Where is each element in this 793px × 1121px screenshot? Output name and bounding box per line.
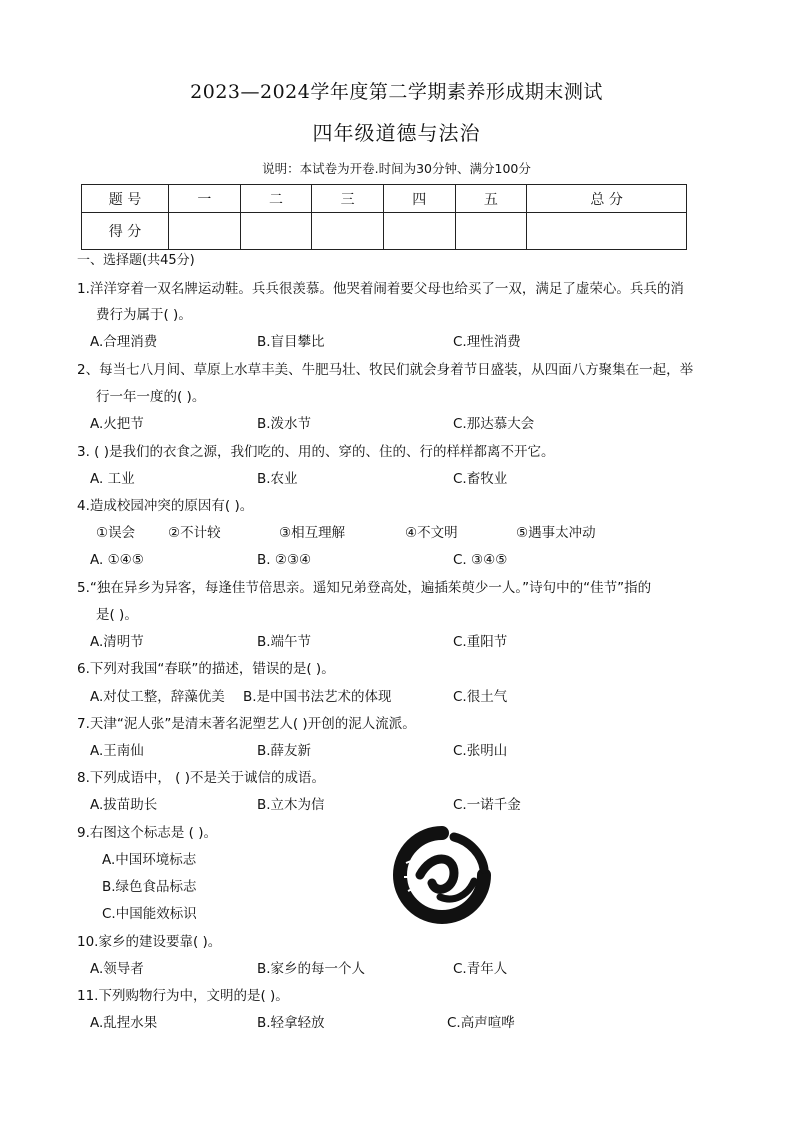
option-a[interactable]: A.拔苗助长	[90, 797, 158, 813]
option-c[interactable]: C.重阳节	[453, 634, 508, 650]
option-a[interactable]: A.清明节	[90, 634, 144, 650]
cause-item: ①误会	[96, 525, 136, 541]
option-b[interactable]: B.家乡的每一个人	[257, 961, 366, 977]
option-c[interactable]: C.一诺千金	[453, 797, 521, 813]
exam-subtitle: 四年级道德与法治	[312, 121, 481, 145]
option-c[interactable]: C.理性消费	[453, 334, 521, 350]
score-table-cell: 题 号	[82, 185, 169, 213]
score-table-cell: 三	[312, 185, 384, 213]
option-b[interactable]: B.轻拿轻放	[257, 1015, 325, 1031]
question-text: 8.下列成语中， ( )不是关于诚信的成语。	[77, 770, 325, 786]
option-b[interactable]: B. ②③④	[257, 552, 312, 568]
option-b[interactable]: B.立木为信	[257, 797, 325, 813]
option-c[interactable]: C.畜牧业	[453, 471, 508, 487]
question-text: 10.家乡的建设要靠( )。	[77, 934, 222, 950]
question-text: 3. ( )是我们的衣食之源，我们吃的、用的、穿的、住的、行的样样都离不开它。	[77, 444, 555, 460]
question-text: 9.右图这个标志是 ( )。	[77, 825, 217, 841]
option-a[interactable]: A.中国环境标志	[102, 852, 197, 868]
score-table	[81, 184, 687, 250]
option-b[interactable]: B.端午节	[257, 634, 312, 650]
question-text: 费行为属于( )。	[96, 307, 192, 323]
exam-title: 2023—2024学年度第二学期素养形成期末测试	[190, 81, 603, 103]
score-table-cell: 四	[383, 185, 455, 213]
option-a[interactable]: A.乱捏水果	[90, 1015, 158, 1031]
question-text: 7.天津“泥人张”是清末著名泥塑艺人( )开创的泥人流派。	[77, 716, 416, 732]
cause-item: ⑤遇事太冲动	[516, 525, 596, 541]
option-b[interactable]: B.农业	[257, 471, 298, 487]
score-table-cell: 一	[169, 185, 241, 213]
score-table-header-row	[82, 185, 687, 213]
option-b[interactable]: B.盲目攀比	[257, 334, 325, 350]
score-input-cell[interactable]	[169, 213, 241, 250]
option-c[interactable]: C. ③④⑤	[453, 552, 508, 568]
option-b[interactable]: B.薛友新	[257, 743, 312, 759]
option-a[interactable]: A. ①④⑤	[90, 552, 144, 568]
cause-item: ④不文明	[405, 525, 458, 541]
option-c[interactable]: C.那达慕大会	[453, 416, 535, 432]
question-text: 5.“独在异乡为异客，每逢佳节倍思亲。遥知兄弟登高处，遍插茱萸少一人。”诗句中的“佳节”指的	[77, 580, 652, 596]
section-title: 一、选择题(共45分)	[77, 253, 195, 268]
option-a[interactable]: A.火把节	[90, 416, 144, 432]
option-c[interactable]: C.高声喧哗	[447, 1015, 515, 1031]
option-a[interactable]: A.合理消费	[90, 334, 158, 350]
score-table-score-row	[82, 213, 687, 250]
score-table-cell: 得 分	[82, 213, 169, 250]
option-b[interactable]: B.是中国书法艺术的体现	[243, 689, 392, 705]
cause-item: ②不计较	[168, 525, 221, 541]
score-input-cell[interactable]	[383, 213, 455, 250]
option-a[interactable]: A.王南仙	[90, 743, 144, 759]
question-text: 11.下列购物行为中，文明的是( )。	[77, 988, 289, 1004]
score-input-cell[interactable]	[240, 213, 312, 250]
question-text: 行一年一度的( )。	[96, 389, 206, 405]
score-table-cell: 二	[240, 185, 312, 213]
option-b[interactable]: B.泼水节	[257, 416, 312, 432]
option-a[interactable]: A.领导者	[90, 961, 144, 977]
option-a[interactable]: A. 工业	[90, 471, 135, 487]
option-c[interactable]: C.中国能效标识	[102, 906, 197, 922]
question-text: 1.洋洋穿着一双名牌运动鞋。兵兵很羡慕。他哭着闹着要父母也给买了一双，满足了虚荣心。兵兵的消	[77, 281, 684, 297]
option-c[interactable]: C.青年人	[453, 961, 508, 977]
option-b[interactable]: B.绿色食品标志	[102, 879, 197, 895]
question-text: 是( )。	[96, 607, 138, 623]
score-input-cell[interactable]	[312, 213, 384, 250]
question-text: 4.造成校园冲突的原因有( )。	[77, 498, 254, 514]
question-text: 6.下列对我国“春联”的描述，错误的是( )。	[77, 661, 335, 677]
score-table-cell: 五	[455, 185, 527, 213]
option-a[interactable]: A.对仗工整，辞藻优美	[90, 689, 225, 705]
green-food-logo-icon	[392, 825, 492, 925]
exam-instructions: 说明：本试卷为开卷.时间为30分钟、满分100分	[262, 161, 531, 176]
question-text: 2、每当七八月间、草原上水草丰美、牛肥马壮、牧民们就会身着节日盛装，从四面八方聚集在一起，举	[77, 362, 694, 378]
option-c[interactable]: C.很土气	[453, 689, 508, 705]
cause-item: ③相互理解	[279, 525, 346, 541]
score-input-cell[interactable]	[527, 213, 687, 250]
score-input-cell[interactable]	[455, 213, 527, 250]
score-table-cell: 总 分	[527, 185, 687, 213]
option-c[interactable]: C.张明山	[453, 743, 508, 759]
